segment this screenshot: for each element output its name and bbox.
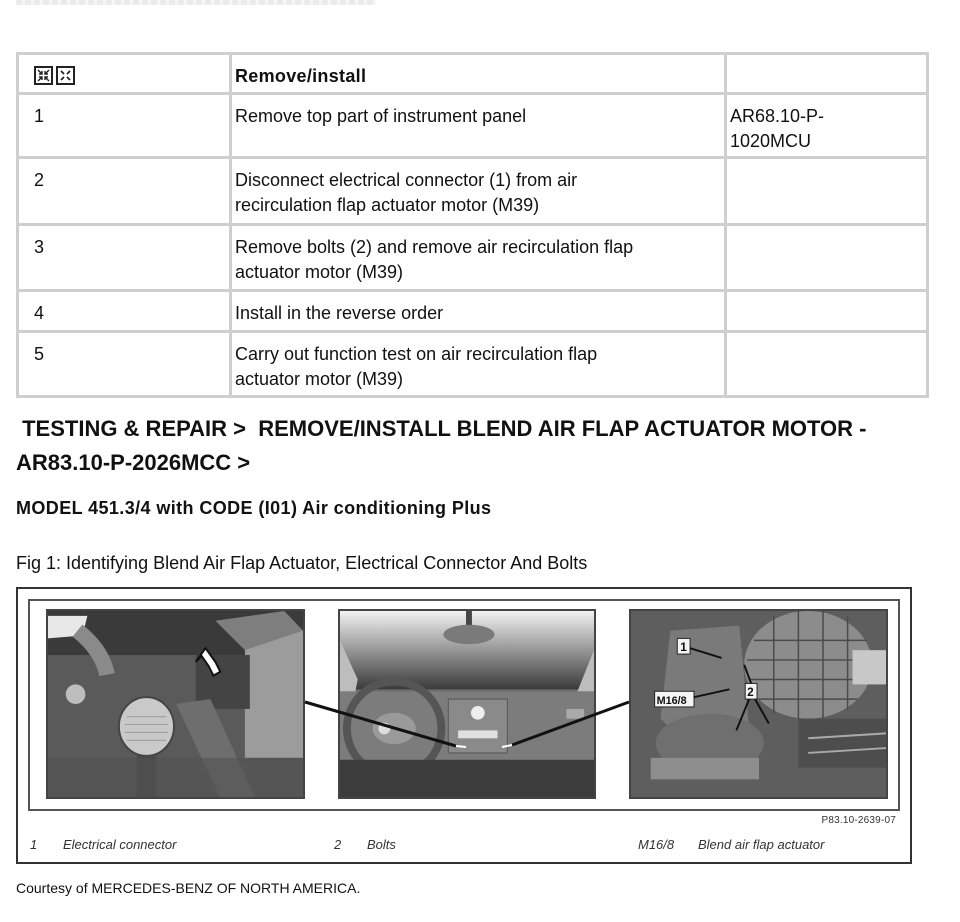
table-row <box>18 291 928 332</box>
step-number: 2 <box>18 158 231 225</box>
legend-key-3: M16/8 <box>638 837 675 852</box>
callout-2: 2 <box>747 686 754 700</box>
shrink-arrows-icon <box>34 66 53 85</box>
legend-key-2: 2 <box>334 837 342 852</box>
actuator-closeup-photo <box>629 609 888 799</box>
figure-legend <box>18 837 910 857</box>
breadcrumb-line-2: AR83.10-P-2026MCC > <box>16 450 251 475</box>
model-heading: MODEL 451.3/4 with CODE (I01) Air conditioning Plus <box>16 498 492 518</box>
breadcrumb-line-1: TESTING & REPAIR > REMOVE/INSTALL BLEND AIR FLAP ACTUATOR MOTOR - <box>16 416 867 441</box>
legend-label-1: Electrical connector <box>63 837 177 852</box>
step-text: Remove top part of instrument panel <box>231 94 726 158</box>
table-row <box>18 94 928 158</box>
step-reference: AR68.10-P- 1020MCU <box>726 94 928 158</box>
legend-label-2: Bolts <box>367 837 396 852</box>
legend-label-3: Blend air flap actuator <box>698 837 825 852</box>
figure-code: P83.10-2639-07 <box>821 815 896 826</box>
step-text: Disconnect electrical connector (1) from air recirculation flap actuator motor (M39) <box>231 158 726 225</box>
cropped-text-line <box>16 0 376 5</box>
callout-m16-8: M16/8 <box>656 695 687 707</box>
step-number: 1 <box>18 94 231 158</box>
step-number: 3 <box>18 225 231 291</box>
step-number: 4 <box>18 291 231 332</box>
remove-cross-icon <box>56 66 75 85</box>
table-row <box>18 158 928 225</box>
figure-caption: Fig 1: Identifying Blend Air Flap Actuator, Electrical Connector And Bolts <box>16 553 588 573</box>
callout-1: 1 <box>680 641 687 655</box>
legend-key-1: 1 <box>30 837 38 852</box>
header-icons <box>34 64 229 85</box>
step-number: 5 <box>18 332 231 397</box>
breadcrumb <box>16 412 916 480</box>
step-text: Remove bolts (2) and remove air recirculation flap actuator motor (M39) <box>231 225 726 291</box>
procedure-table <box>16 52 929 398</box>
table-row <box>18 332 928 397</box>
table-row <box>18 225 928 291</box>
dashboard-overview-photo <box>338 609 596 799</box>
courtesy-note: Courtesy of MERCEDES-BENZ OF NORTH AMERICA. <box>16 880 361 896</box>
table-header-row <box>18 54 928 94</box>
figure <box>16 587 912 864</box>
step-text: Install in the reverse order <box>231 291 726 332</box>
footwell-pedal-photo <box>46 609 305 799</box>
figure-photo-panel <box>28 599 900 811</box>
step-text: Carry out function test on air recirculation flap actuator motor (M39) <box>231 332 726 397</box>
table-header-title: Remove/install <box>231 54 726 94</box>
